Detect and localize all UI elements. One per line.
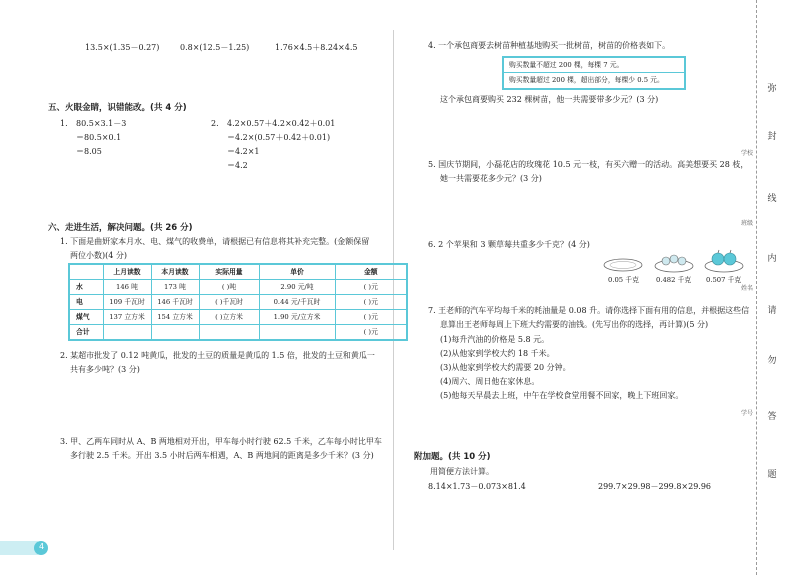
table-cell: 154 立方米 [151,310,199,325]
table-header: 本月读数 [151,264,199,280]
table-row [69,295,407,310]
fee-table [68,263,408,341]
binding-char: 答 [767,412,777,422]
binding-field-label: 学校 [741,150,754,157]
problem-1-line: ＝80.5×0.1 [76,133,122,142]
table-header [69,264,103,280]
question-7-option: (1)每升汽油的价格是 5.8 元。 [440,335,550,344]
table-cell: 146 千瓦时 [151,295,199,310]
calc-expression-3: 1.76×4.5＋8.24×4.5 [275,43,358,52]
price-row: 购买数量超过 200 棵，超出部分，每棵少 0.5 元。 [509,76,664,84]
section-5-title: 五、火眼金睛，识错能改。(共 4 分) [48,103,187,113]
problem-1-number: 1. [60,119,68,128]
question-7-option: (5)他每天早晨去上班，中午在学校食堂用餐不回家，晚上下班回家。 [440,391,684,400]
binding-field-label: 姓名 [741,285,754,292]
question-7-option: (3)从他家到学校大约需要 20 分钟。 [440,363,571,372]
empty-plate-icon [602,252,644,274]
question-3-text: 多行驶 2.5 千米。开出 3.5 小时后两车相遇，A、B 两地间的距离是多少千米？(3 分) [70,451,374,460]
binding-field-label: 学号 [741,410,754,417]
table-cell [151,325,199,341]
binding-char: 封 [767,132,777,142]
price-row: 购买数量不超过 200 棵，每棵 7 元。 [504,58,684,73]
table-cell: 合计 [69,325,103,341]
table-cell: 1.90 元/立方米 [259,310,335,325]
plate-label: 0.482 千克 [656,276,692,284]
table-cell: ( )立方米 [199,310,259,325]
question-4-text: 这个承包商要购买 232 棵树苗，他一共需要带多少元？(3 分) [440,95,659,104]
extra-instruction: 用简便方法计算。 [430,467,494,476]
table-cell: 173 吨 [151,280,199,295]
problem-1-line: 80.5×3.1－3 [76,119,127,128]
price-table [502,56,686,90]
calc-expression-1: 13.5×(1.35－0.27) [85,43,160,52]
table-row [69,325,407,341]
table-cell: ( )元 [335,325,407,341]
question-5-text: 5. 国庆节期间，小磊花店的玫瑰花 10.5 元一枝，有买六赠一的活动。高美想要买 28 枝， [428,160,749,169]
problem-2-line: ＝4.2 [227,161,248,170]
question-3-text: 3. 甲、乙两车同时从 A、B 两地相对开出，甲车每小时行驶 62.5 千米，乙车每小时比甲车 [60,437,382,446]
question-2-text: 2. 某超市批发了 0.12 吨黄瓜，批发的土豆的质量是黄瓜的 1.5 倍，批发的土豆和黄瓜一 [60,351,375,360]
question-7-text: 7. 王老师的汽车平均每千米的耗油量是 0.08 升。请你选择下面有用的信息，并根据这些信 [428,306,750,315]
binding-char: 内 [767,254,777,264]
binding-field-label: 班级 [741,220,754,227]
question-6-text: 6. 2 个苹果和 3 颗草莓共重多少千克？(4 分) [428,240,590,249]
table-header: 金额 [335,264,407,280]
strawberry-plate-icon [652,248,696,274]
apple-plate-icon [702,246,746,274]
table-cell: 电 [69,295,103,310]
plate-label: 0.05 千克 [608,276,639,284]
table-cell [199,325,259,341]
table-cell: ( )元 [335,280,407,295]
problem-2-number: 2. [211,119,219,128]
binding-char: 请 [767,306,777,316]
table-cell: 109 千瓦时 [103,295,151,310]
table-cell: 煤气 [69,310,103,325]
table-cell: ( )元 [335,310,407,325]
table-cell: 2.90 元/吨 [259,280,335,295]
binding-char: 弥 [767,84,777,94]
binding-char: 勿 [767,356,777,366]
extra-section-title: 附加题。(共 10 分) [414,452,491,462]
table-cell: ( )吨 [199,280,259,295]
binding-line [756,0,758,575]
table-header: 实际用量 [199,264,259,280]
binding-char: 题 [767,470,777,480]
problem-2-line: ＝4.2×1 [227,147,260,156]
table-cell: ( )元 [335,295,407,310]
binding-char: 线 [767,194,777,204]
table-cell: ( )千瓦时 [199,295,259,310]
problem-1-line: ＝8.05 [76,147,102,156]
table-cell [103,325,151,341]
table-cell: 0.44 元/千瓦时 [259,295,335,310]
calc-expression-2: 0.8×(12.5－1.25) [180,43,250,52]
extra-expression-2: 299.7×29.98－299.8×29.96 [598,482,712,491]
question-7-option: (4)周六、周日他在家休息。 [440,377,540,386]
table-header: 单价 [259,264,335,280]
table-header: 上月读数 [103,264,151,280]
table-cell: 146 吨 [103,280,151,295]
page-number: 4 [38,542,45,551]
table-row [69,310,407,325]
question-1-text: 两位小数)(4 分) [70,251,127,260]
question-4-text: 4. 一个承包商要去树苗种植基地购买一批树苗，树苗的价格表如下。 [428,41,671,50]
table-cell: 水 [69,280,103,295]
table-cell: 137 立方米 [103,310,151,325]
question-5-text: 她一共需要花多少元？(3 分) [440,174,542,183]
extra-expression-1: 8.14×1.73－0.073×81.4 [428,482,526,491]
section-6-title: 六、走进生活，解决问题。(共 26 分) [48,223,193,233]
question-7-text: 息算出王老师每周上下班大约需要的油钱。(先写出你的选择，再计算)(5 分) [440,320,709,329]
question-2-text: 共有多少吨？(3 分) [70,365,140,374]
plate-label: 0.507 千克 [706,276,742,284]
table-row [69,280,407,295]
question-7-option: (2)从他家到学校大约 18 千米。 [440,349,555,358]
question-1-text: 1. 下面是曲妍家本月水、电、煤气的收费单，请根据已有信息将其补充完整。(金额保留 [60,237,370,246]
problem-2-line: 4.2×0.57＋4.2×0.42＋0.01 [227,119,336,128]
problem-2-line: ＝4.2×(0.57＋0.42＋0.01) [227,133,331,142]
table-header-row [69,264,407,280]
table-cell [259,325,335,341]
